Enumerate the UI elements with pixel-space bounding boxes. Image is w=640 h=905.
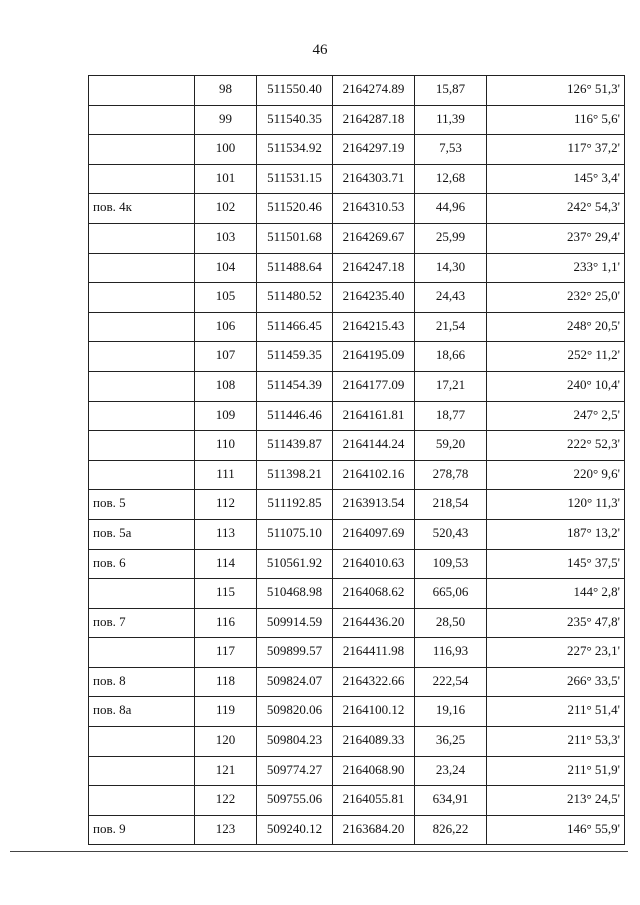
table-row — [89, 76, 625, 106]
turn-label-cell: пов. 8а — [89, 697, 195, 727]
direction-angle-cell: 211° 51,4' — [487, 697, 625, 727]
x-coordinate-cell: 511531.15 — [257, 164, 333, 194]
y-coordinate-cell: 2164310.53 — [333, 194, 415, 224]
turn-label-cell — [89, 223, 195, 253]
direction-angle-cell: 211° 53,3' — [487, 727, 625, 757]
turn-label-cell — [89, 76, 195, 106]
y-coordinate-cell: 2164303.71 — [333, 164, 415, 194]
direction-angle-cell: 222° 52,3' — [487, 431, 625, 461]
segment-length-cell: 24,43 — [415, 283, 487, 313]
y-coordinate-cell: 2164068.62 — [333, 579, 415, 609]
direction-angle-cell: 116° 5,6' — [487, 105, 625, 135]
y-coordinate-cell: 2164287.18 — [333, 105, 415, 135]
table-row — [89, 253, 625, 283]
x-coordinate-cell: 511192.85 — [257, 490, 333, 520]
direction-angle-cell: 187° 13,2' — [487, 519, 625, 549]
segment-length-cell: 19,16 — [415, 697, 487, 727]
segment-length-cell: 36,25 — [415, 727, 487, 757]
x-coordinate-cell: 511439.87 — [257, 431, 333, 461]
y-coordinate-cell: 2163684.20 — [333, 815, 415, 845]
point-number-cell: 104 — [195, 253, 257, 283]
segment-length-cell: 278,78 — [415, 460, 487, 490]
point-number-cell: 99 — [195, 105, 257, 135]
table-row — [89, 312, 625, 342]
point-number-cell: 108 — [195, 371, 257, 401]
point-number-cell: 101 — [195, 164, 257, 194]
x-coordinate-cell: 511550.40 — [257, 76, 333, 106]
x-coordinate-cell: 511520.46 — [257, 194, 333, 224]
y-coordinate-cell: 2164144.24 — [333, 431, 415, 461]
turn-label-cell — [89, 756, 195, 786]
segment-length-cell: 23,24 — [415, 756, 487, 786]
direction-angle-cell: 232° 25,0' — [487, 283, 625, 313]
segment-length-cell: 44,96 — [415, 194, 487, 224]
y-coordinate-cell: 2163913.54 — [333, 490, 415, 520]
point-number-cell: 123 — [195, 815, 257, 845]
turn-label-cell: пов. 5 — [89, 490, 195, 520]
direction-angle-cell: 248° 20,5' — [487, 312, 625, 342]
segment-length-cell: 7,53 — [415, 135, 487, 165]
direction-angle-cell: 266° 33,5' — [487, 667, 625, 697]
turn-label-cell — [89, 135, 195, 165]
direction-angle-cell: 227° 23,1' — [487, 638, 625, 668]
point-number-cell: 102 — [195, 194, 257, 224]
point-number-cell: 116 — [195, 608, 257, 638]
segment-length-cell: 665,06 — [415, 579, 487, 609]
point-number-cell: 114 — [195, 549, 257, 579]
segment-length-cell: 15,87 — [415, 76, 487, 106]
direction-angle-cell: 145° 3,4' — [487, 164, 625, 194]
turn-label-cell — [89, 727, 195, 757]
direction-angle-cell: 247° 2,5' — [487, 401, 625, 431]
y-coordinate-cell: 2164297.19 — [333, 135, 415, 165]
direction-angle-cell: 211° 51,9' — [487, 756, 625, 786]
point-number-cell: 122 — [195, 786, 257, 816]
y-coordinate-cell: 2164102.16 — [333, 460, 415, 490]
segment-length-cell: 18,77 — [415, 401, 487, 431]
y-coordinate-cell: 2164010.63 — [333, 549, 415, 579]
segment-length-cell: 25,99 — [415, 223, 487, 253]
point-number-cell: 121 — [195, 756, 257, 786]
direction-angle-cell: 242° 54,3' — [487, 194, 625, 224]
segment-length-cell: 109,53 — [415, 549, 487, 579]
y-coordinate-cell: 2164322.66 — [333, 667, 415, 697]
x-coordinate-cell: 510561.92 — [257, 549, 333, 579]
direction-angle-cell: 213° 24,5' — [487, 786, 625, 816]
table-row — [89, 608, 625, 638]
point-number-cell: 105 — [195, 283, 257, 313]
table-row — [89, 697, 625, 727]
direction-angle-cell: 117° 37,2' — [487, 135, 625, 165]
x-coordinate-cell: 511459.35 — [257, 342, 333, 372]
point-number-cell: 107 — [195, 342, 257, 372]
table-row — [89, 638, 625, 668]
table-row — [89, 194, 625, 224]
segment-length-cell: 218,54 — [415, 490, 487, 520]
table-row — [89, 135, 625, 165]
point-number-cell: 120 — [195, 727, 257, 757]
turn-label-cell: пов. 7 — [89, 608, 195, 638]
point-number-cell: 98 — [195, 76, 257, 106]
x-coordinate-cell: 509914.59 — [257, 608, 333, 638]
turn-label-cell — [89, 431, 195, 461]
y-coordinate-cell: 2164097.69 — [333, 519, 415, 549]
segment-length-cell: 634,91 — [415, 786, 487, 816]
table-row — [89, 223, 625, 253]
x-coordinate-cell: 511540.35 — [257, 105, 333, 135]
direction-angle-cell: 237° 29,4' — [487, 223, 625, 253]
y-coordinate-cell: 2164055.81 — [333, 786, 415, 816]
point-number-cell: 109 — [195, 401, 257, 431]
y-coordinate-cell: 2164215.43 — [333, 312, 415, 342]
turn-label-cell — [89, 371, 195, 401]
direction-angle-cell: 233° 1,1' — [487, 253, 625, 283]
table-row — [89, 519, 625, 549]
x-coordinate-cell: 509240.12 — [257, 815, 333, 845]
turn-label-cell — [89, 342, 195, 372]
table-body — [89, 76, 625, 845]
y-coordinate-cell: 2164161.81 — [333, 401, 415, 431]
table-row — [89, 164, 625, 194]
turn-label-cell — [89, 312, 195, 342]
x-coordinate-cell: 509820.06 — [257, 697, 333, 727]
segment-length-cell: 17,21 — [415, 371, 487, 401]
y-coordinate-cell: 2164195.09 — [333, 342, 415, 372]
table-row — [89, 756, 625, 786]
direction-angle-cell: 145° 37,5' — [487, 549, 625, 579]
x-coordinate-cell: 511454.39 — [257, 371, 333, 401]
segment-length-cell: 826,22 — [415, 815, 487, 845]
table-row — [89, 401, 625, 431]
footer-divider — [10, 851, 628, 852]
table-row — [89, 105, 625, 135]
y-coordinate-cell: 2164177.09 — [333, 371, 415, 401]
table-row — [89, 431, 625, 461]
x-coordinate-cell: 511446.46 — [257, 401, 333, 431]
segment-length-cell: 520,43 — [415, 519, 487, 549]
y-coordinate-cell: 2164089.33 — [333, 727, 415, 757]
segment-length-cell: 11,39 — [415, 105, 487, 135]
x-coordinate-cell: 511075.10 — [257, 519, 333, 549]
point-number-cell: 103 — [195, 223, 257, 253]
table-row — [89, 786, 625, 816]
turn-label-cell — [89, 638, 195, 668]
turn-label-cell — [89, 164, 195, 194]
turn-label-cell — [89, 283, 195, 313]
x-coordinate-cell: 511480.52 — [257, 283, 333, 313]
turn-label-cell: пов. 8 — [89, 667, 195, 697]
segment-length-cell: 12,68 — [415, 164, 487, 194]
direction-angle-cell: 235° 47,8' — [487, 608, 625, 638]
turn-label-cell: пов. 9 — [89, 815, 195, 845]
table-row — [89, 283, 625, 313]
segment-length-cell: 28,50 — [415, 608, 487, 638]
point-number-cell: 111 — [195, 460, 257, 490]
segment-length-cell: 116,93 — [415, 638, 487, 668]
segment-length-cell: 59,20 — [415, 431, 487, 461]
segment-length-cell: 18,66 — [415, 342, 487, 372]
turn-label-cell: пов. 6 — [89, 549, 195, 579]
turn-label-cell: пов. 5а — [89, 519, 195, 549]
table-row — [89, 549, 625, 579]
segment-length-cell: 21,54 — [415, 312, 487, 342]
x-coordinate-cell: 511488.64 — [257, 253, 333, 283]
table-row — [89, 460, 625, 490]
point-number-cell: 118 — [195, 667, 257, 697]
y-coordinate-cell: 2164068.90 — [333, 756, 415, 786]
x-coordinate-cell: 511534.92 — [257, 135, 333, 165]
y-coordinate-cell: 2164411.98 — [333, 638, 415, 668]
turn-label-cell: пов. 4к — [89, 194, 195, 224]
point-number-cell: 113 — [195, 519, 257, 549]
direction-angle-cell: 252° 11,2' — [487, 342, 625, 372]
x-coordinate-cell: 511501.68 — [257, 223, 333, 253]
table-row — [89, 342, 625, 372]
table-row — [89, 727, 625, 757]
turn-label-cell — [89, 786, 195, 816]
x-coordinate-cell: 509899.57 — [257, 638, 333, 668]
x-coordinate-cell: 510468.98 — [257, 579, 333, 609]
y-coordinate-cell: 2164235.40 — [333, 283, 415, 313]
x-coordinate-cell: 509774.27 — [257, 756, 333, 786]
turn-label-cell — [89, 460, 195, 490]
coordinates-table — [88, 75, 625, 845]
x-coordinate-cell: 509755.06 — [257, 786, 333, 816]
direction-angle-cell: 240° 10,4' — [487, 371, 625, 401]
y-coordinate-cell: 2164247.18 — [333, 253, 415, 283]
direction-angle-cell: 146° 55,9' — [487, 815, 625, 845]
turn-label-cell — [89, 401, 195, 431]
x-coordinate-cell: 511398.21 — [257, 460, 333, 490]
point-number-cell: 106 — [195, 312, 257, 342]
turn-label-cell — [89, 105, 195, 135]
direction-angle-cell: 126° 51,3' — [487, 76, 625, 106]
table-row — [89, 371, 625, 401]
point-number-cell: 115 — [195, 579, 257, 609]
x-coordinate-cell: 509824.07 — [257, 667, 333, 697]
x-coordinate-cell: 509804.23 — [257, 727, 333, 757]
direction-angle-cell: 120° 11,3' — [487, 490, 625, 520]
table-row — [89, 815, 625, 845]
y-coordinate-cell: 2164436.20 — [333, 608, 415, 638]
y-coordinate-cell: 2164274.89 — [333, 76, 415, 106]
segment-length-cell: 222,54 — [415, 667, 487, 697]
point-number-cell: 119 — [195, 697, 257, 727]
point-number-cell: 117 — [195, 638, 257, 668]
segment-length-cell: 14,30 — [415, 253, 487, 283]
table-row — [89, 490, 625, 520]
table-row — [89, 667, 625, 697]
direction-angle-cell: 144° 2,8' — [487, 579, 625, 609]
y-coordinate-cell: 2164100.12 — [333, 697, 415, 727]
point-number-cell: 110 — [195, 431, 257, 461]
table-row — [89, 579, 625, 609]
direction-angle-cell: 220° 9,6' — [487, 460, 625, 490]
page-number: 46 — [312, 42, 328, 58]
point-number-cell: 112 — [195, 490, 257, 520]
turn-label-cell — [89, 253, 195, 283]
y-coordinate-cell: 2164269.67 — [333, 223, 415, 253]
point-number-cell: 100 — [195, 135, 257, 165]
x-coordinate-cell: 511466.45 — [257, 312, 333, 342]
turn-label-cell — [89, 579, 195, 609]
